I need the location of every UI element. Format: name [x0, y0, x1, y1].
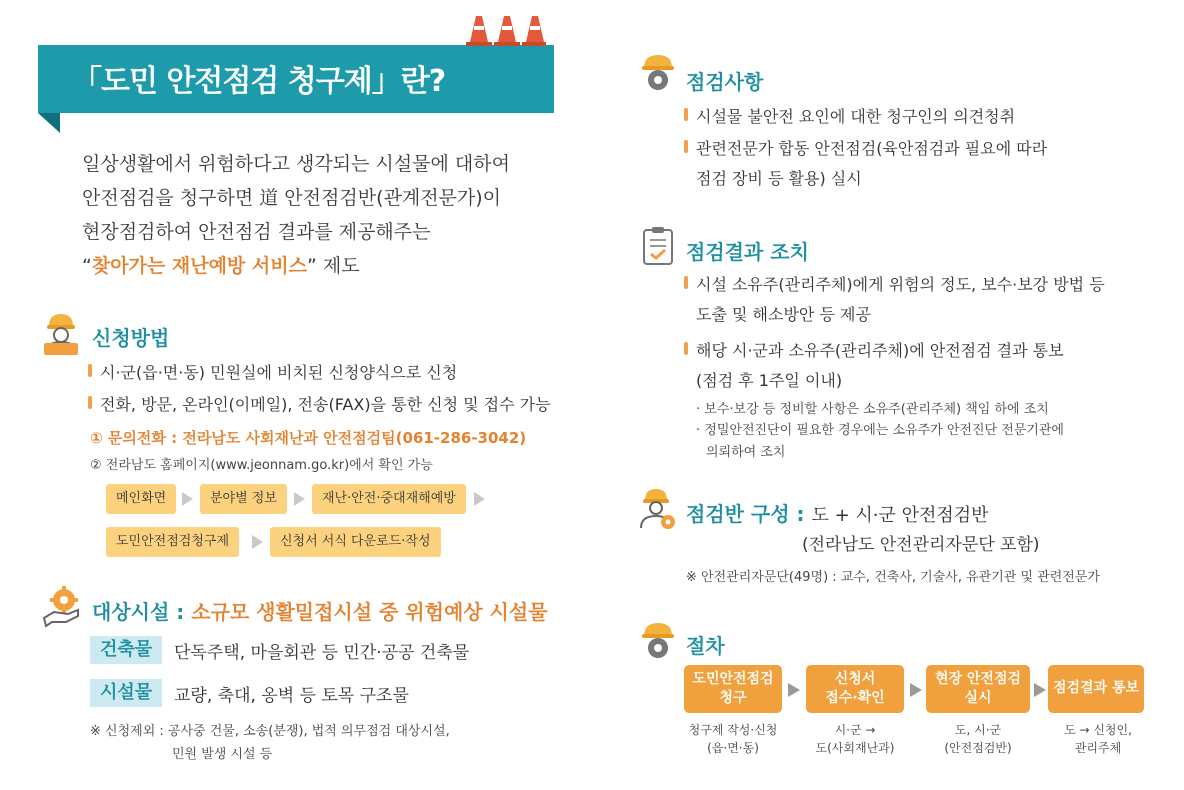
procedure-step-1	[684, 665, 782, 713]
step-4-sub-2: 관리주체	[1074, 741, 1122, 755]
phone-contact: ① 문의전화 : 전라남도 사회재난과 안전점검팀(061-286-3042)	[90, 429, 527, 447]
exclusion-note-line-1: ※ 신청제외 : 공사중 건물, 소송(분쟁), 법적 의무점검 대상시설,	[90, 724, 450, 739]
clipboard-icon	[642, 226, 674, 266]
step-3-sub-2: (안전점검반)	[944, 741, 1012, 755]
inspection-bullet-1: 시설물 불안전 요인에 대한 청구인의 의견청취	[684, 104, 1015, 127]
step-3-line-2: 실시	[964, 690, 992, 706]
path-chip-main: 메인화면	[106, 484, 176, 514]
apply-bullet-1: 시·군(읍·면·동) 민원실에 비치된 신청양식으로 신청	[88, 360, 457, 383]
path-chip-download: 신청서 서식 다운로드·작성	[270, 527, 441, 557]
worker-gear-icon	[638, 486, 676, 530]
team-note: ※ 안전관리자문단(49명) : 교수, 건축사, 기술사, 유관기관 및 관련전문가	[686, 570, 1100, 585]
step-4-sub	[1048, 721, 1148, 757]
result-section-title: 점검결과 조치	[686, 240, 809, 264]
result-bullet-1-cont: 도출 및 해소방안 등 제공	[696, 305, 871, 324]
tag-facility: 시설물	[90, 679, 162, 707]
team-section-title	[686, 498, 989, 527]
exclusion-note-line-2: 민원 발생 시설 등	[172, 747, 273, 762]
flow-arrow-icon	[788, 683, 800, 697]
banner-fold	[38, 113, 60, 133]
step-1-line-1: 도민안전점검	[692, 671, 774, 687]
step-1-sub-2: (읍·면·동)	[707, 741, 759, 755]
result-bullet-2: 해당 시·군과 소유주(관리주체)에 안전점검 결과 통보	[684, 338, 1064, 361]
hand-gear-icon	[42, 584, 82, 628]
intro-highlight: 찾아가는 재난예방 서비스	[91, 255, 307, 277]
tag-building: 건축물	[90, 636, 162, 664]
homepage-note: ② 전라남도 홈페이지(www.jeonnam.go.kr)에서 확인 가능	[90, 458, 433, 473]
apply-bullet-2: 전화, 방문, 온라인(이메일), 전송(FAX)을 통한 신청 및 접수 가능	[88, 392, 551, 415]
result-note-2: · 정밀안전진단이 필요한 경우에는 소유주가 안전진단 전문기관에	[696, 423, 1064, 438]
step-3-sub-1: 도, 시·군	[954, 723, 1002, 737]
apply-section-title: 신청방법	[92, 326, 170, 350]
path-chip-field: 분야별 정보	[200, 484, 287, 514]
step-4-sub-1: 도 → 신청인,	[1064, 723, 1132, 737]
tag-building-desc: 단독주택, 마을회관 등 민간·공공 건축물	[174, 643, 470, 663]
inspection-section-title: 점검사항	[686, 70, 764, 94]
path-arrow-icon	[252, 535, 263, 549]
step-4-line-1: 점검결과 통보	[1052, 680, 1140, 696]
inspection-bullet-2: 관련전문가 합동 안전점검(육안점검과 필요에 따라	[684, 136, 1047, 159]
target-section-title	[92, 596, 548, 625]
step-2-line-2: 접수·확인	[825, 690, 885, 706]
team-title-rest: 도 + 시·군 안전점검반	[811, 505, 989, 526]
worker-laptop-icon	[42, 310, 80, 356]
step-2-sub	[802, 721, 908, 757]
procedure-step-3	[926, 665, 1030, 713]
step-1-line-2: 청구	[719, 690, 747, 706]
path-chip-program: 도민안전점검청구제	[106, 527, 239, 557]
intro-line-4	[82, 249, 510, 283]
result-note-2-cont: 의뢰하여 조치	[706, 445, 786, 460]
step-1-sub	[680, 721, 786, 757]
step-3-line-1: 현장 안전점검	[934, 671, 1022, 687]
path-arrow-icon	[294, 492, 305, 506]
team-title-label: 점검반 구성 :	[686, 502, 805, 526]
step-1-sub-1: 청구제 작성·신청	[688, 723, 778, 737]
path-chip-safety: 재난·안전·중대재해예방	[312, 484, 466, 514]
open-quote: “	[82, 255, 92, 277]
helmet-gear-icon	[640, 620, 676, 660]
step-2-sub-1: 시·군 →	[834, 723, 876, 737]
page-title: 「도민 안전점검 청구제」란?	[72, 64, 446, 99]
tag-facility-desc: 교량, 축대, 옹벽 등 토목 구조물	[174, 686, 409, 706]
intro-line-2: 안전점검을 청구하면 道 안전점검반(관계전문가)이	[82, 187, 502, 209]
intro-line-4-rest: ” 제도	[306, 255, 360, 277]
team-line-2: (전라남도 안전관리자문단 포함)	[802, 535, 1040, 555]
result-note-1: · 보수·보강 등 정비할 사항은 소유주(관리주체) 책임 하에 조치	[696, 402, 1049, 417]
helmet-gear-icon	[640, 52, 676, 92]
path-arrow-icon	[182, 492, 193, 506]
result-bullet-1: 시설 소유주(관리주체)에게 위험의 정도, 보수·보강 방법 등	[684, 272, 1105, 295]
procedure-step-2	[806, 665, 904, 713]
inspection-bullet-2-cont: 점검 장비 등 활용) 실시	[696, 169, 862, 188]
target-title-label: 대상시설 :	[92, 600, 185, 624]
traffic-cones-icon	[462, 14, 546, 48]
intro-line-1: 일상생활에서 위험하다고 생각되는 시설물에 대하여	[82, 153, 510, 175]
flow-arrow-icon	[910, 683, 922, 697]
procedure-step-4	[1048, 665, 1144, 713]
intro-line-3: 현장점검하여 안전점검 결과를 제공해주는	[82, 221, 431, 243]
step-3-sub	[926, 721, 1030, 757]
step-2-line-1: 신청서	[834, 671, 876, 687]
result-bullet-2-cont: (점검 후 1주일 이내)	[696, 371, 843, 390]
step-2-sub-2: 도(사회재난과)	[815, 741, 895, 755]
procedure-section-title: 절차	[686, 634, 725, 658]
flow-arrow-icon	[1034, 683, 1046, 697]
intro-text	[82, 147, 510, 283]
path-arrow-icon	[474, 492, 485, 506]
target-title-rest: 소규모 생활밀접시설 중 위험예상 시설물	[191, 600, 548, 624]
